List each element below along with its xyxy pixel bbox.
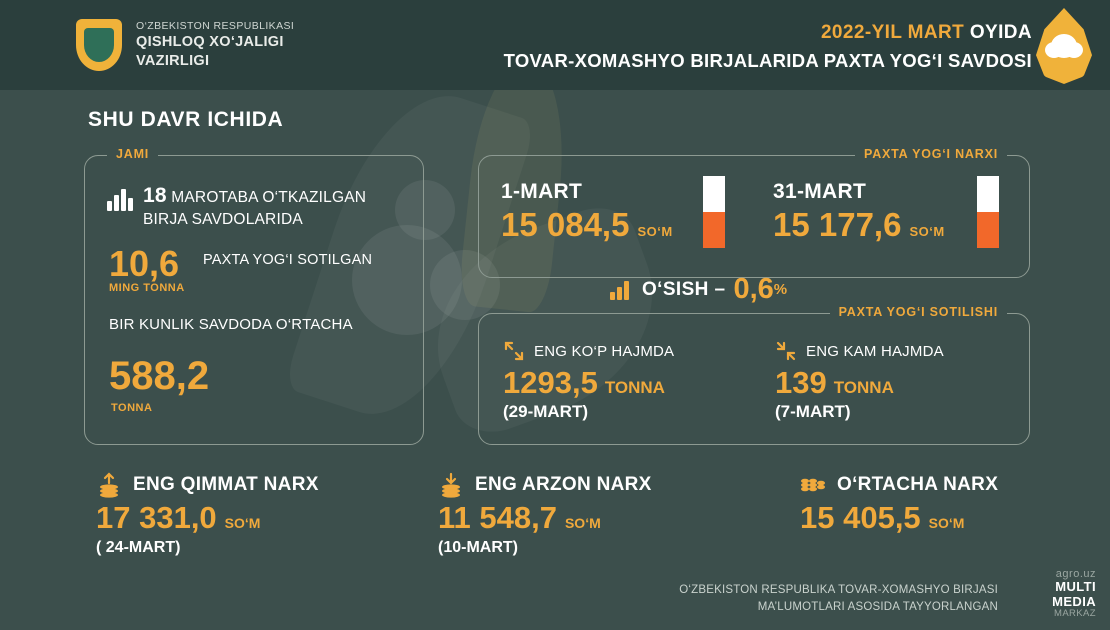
sales-min-unit: TONNA [833,378,894,397]
ministry-line-1: O‘ZBEKISTON RESPUBLIKASI [136,19,295,32]
price-panel [478,147,1030,278]
growth-value: 0,6 [733,273,774,305]
sales-entry-max [503,340,674,422]
footer-note-line-1: O‘ZBEKISTON RESPUBLIKA TOVAR-XOMASHYO BIRJASI [679,583,998,596]
stat-highest-price [96,472,319,557]
brand-logo [1052,568,1096,620]
daily-average-value: 588,2 [109,354,210,398]
auctions-text-line-1: MAROTABA O‘TKAZILGAN [166,189,367,206]
sold-volume-value: 10,6 [109,243,180,284]
growth-indicator [610,275,787,304]
thermometer-icon [703,176,725,248]
stat-highest-title: ENG QIMMAT NARX [133,474,319,495]
auctions-row [107,182,366,231]
sales-max-value: 1293,5 [503,365,598,400]
sales-min-value: 139 [775,365,827,400]
ministry-name [136,20,294,71]
growth-bars-icon [610,280,632,300]
price-value-second: 15 177,6 [773,206,902,243]
price-unit-second: SO‘M [909,224,945,239]
coins-up-icon [96,472,122,498]
sales-min-date: (7-MART) [775,402,851,421]
header-title-rest: OYIDA [964,22,1032,43]
stat-average-price [800,472,998,539]
stat-lowest-value: 11 548,7 [438,500,557,535]
daily-average-label: BIR KUNLIK SAVDODA O‘RTACHA [109,316,353,333]
sales-max-title: ENG KO‘P HAJMDA [534,342,675,360]
header-bar [0,0,1110,90]
price-entry-second [773,180,945,241]
header-title [504,22,1032,72]
auctions-count: 18 [143,184,167,207]
coins-stack-icon [800,472,826,498]
oil-drop-icon [1036,8,1092,84]
brand-line-2: MEDIA [1052,593,1096,609]
sales-min-title: ENG KAM HAJMDA [806,342,944,360]
price-panel-label: PAXTA YOG‘I NARXI [855,147,1007,161]
sales-max-date: (29-MART) [503,402,588,421]
coins-down-icon [438,472,464,498]
sold-volume-label: PAXTA YOG‘I SOTILGAN [203,252,373,268]
price-date-second: 31-MART [773,180,867,203]
brand-line-3: MARKAZ [1054,608,1096,620]
page-title: SHU DAVR ICHIDA [88,108,284,131]
sold-volume-row [109,243,180,284]
daily-average-unit: TONNA [111,402,153,414]
stat-average-title: O‘RTACHA NARX [837,474,999,495]
brand-site: agro.uz [1055,567,1096,580]
growth-label: O‘SISH – [642,278,726,300]
price-value-first: 15 084,5 [501,206,630,243]
stat-lowest-date: (10-MART) [438,538,518,556]
growth-unit: % [773,281,788,298]
auctions-text-line-2: BIRJA SAVDOLARIDA [143,211,303,229]
ministry-line-2: QISHLOQ XO‘JALIGI [136,34,284,51]
summary-panel [84,147,424,445]
stat-lowest-price [438,472,652,557]
header-title-highlight: 2022-YIL MART [820,22,965,43]
footer-note-line-2: MA’LUMOTLARI ASOSIDA TAYYORLANGAN [757,600,998,613]
stat-highest-date: ( 24-MART) [96,538,181,556]
stat-lowest-title: ENG ARZON NARX [475,474,652,495]
price-unit-first: SO‘M [637,224,673,239]
stat-highest-value: 17 331,0 [96,500,217,535]
summary-panel-label: JAMI [107,147,158,161]
stat-highest-unit: SO‘M [224,515,261,531]
price-entry-first [501,180,673,241]
uzbekistan-emblem-icon [76,19,122,71]
bar-chart-icon [107,185,133,211]
price-date-first: 1-MART [501,180,583,203]
brand-line-1: MULTI [1055,579,1096,595]
sales-panel-label: PAXTA YOG‘I SOTILISHI [830,305,1007,319]
stat-average-unit: SO‘M [928,515,965,531]
ministry-line-3: VAZIRLIGI [136,52,210,69]
expand-arrows-icon [503,340,525,362]
sales-panel [478,305,1030,445]
sold-volume-unit: MING TONNA [109,282,185,294]
thermometer-icon [977,176,999,248]
collapse-arrows-icon [775,340,797,362]
stat-average-value: 15 405,5 [800,500,921,535]
sales-max-unit: TONNA [604,378,665,397]
sales-entry-min [775,340,944,422]
footer-note [679,582,998,617]
header-title-line-1 [504,22,1032,44]
header-title-line-2: TOVAR-XOMASHYO BIRJALARIDA PAXTA YOG‘I SAVDOSI [503,50,1032,71]
stat-lowest-unit: SO‘M [564,515,601,531]
